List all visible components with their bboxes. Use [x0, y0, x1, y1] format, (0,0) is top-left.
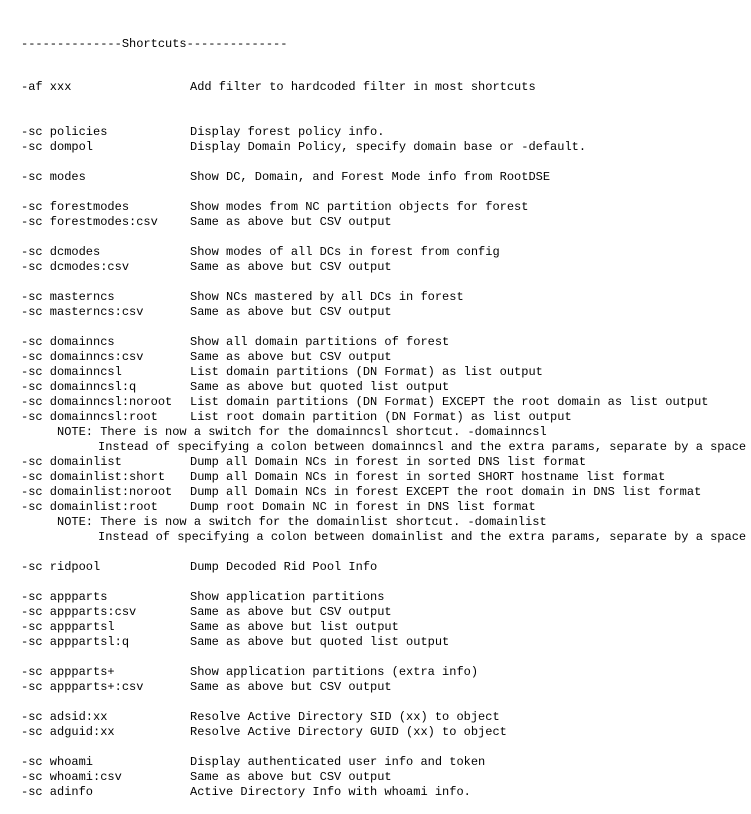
shortcut-command: -sc domainncsl [21, 365, 122, 379]
shortcut-description: Display authenticated user info and token [190, 755, 486, 769]
shortcut-command: -sc domainncsl:q [21, 380, 137, 394]
shortcut-command: -sc domainlist:short [21, 470, 166, 484]
shortcut-description: Same as above but CSV output [190, 260, 392, 274]
shortcut-row [21, 620, 751, 635]
shortcut-command: -sc ridpool [21, 560, 101, 574]
shortcut-row [21, 770, 751, 785]
shortcut-row [21, 380, 751, 395]
note-text: Instead of specifying a colon between domainlist and the extra params, separate by a space [98, 530, 747, 544]
shortcut-command: -sc modes [21, 170, 86, 184]
shortcut-command: -sc domainncs [21, 335, 115, 349]
shortcut-description: Show DC, Domain, and Forest Mode info from RootDSE [190, 170, 551, 184]
shortcut-description: List domain partitions (DN Format) as list output [190, 365, 543, 379]
note-text: NOTE: There is now a switch for the domainlist shortcut. -domainlist [57, 515, 547, 529]
shortcut-command: -sc domainncsl:noroot [21, 395, 173, 409]
shortcut-description: Active Directory Info with whoami info. [190, 785, 471, 799]
shortcut-command: -sc appparts:csv [21, 605, 137, 619]
shortcut-command: -sc apppartsl:q [21, 635, 130, 649]
shortcut-command: -sc forestmodes:csv [21, 215, 158, 229]
blank-line [21, 110, 751, 125]
shortcut-description: Same as above but CSV output [190, 350, 392, 364]
shortcut-row [21, 710, 751, 725]
blank-line [21, 230, 751, 245]
shortcut-command: -sc adinfo [21, 785, 94, 799]
shortcut-row [21, 215, 751, 230]
shortcut-row [21, 245, 751, 260]
shortcut-command: -sc whoami:csv [21, 770, 122, 784]
shortcut-description: Same as above but quoted list output [190, 635, 450, 649]
shortcut-description: Same as above but CSV output [190, 305, 392, 319]
shortcut-description: Same as above but CSV output [190, 605, 392, 619]
shortcut-list [21, 80, 751, 800]
shortcut-description: Add filter to hardcoded filter in most shortcuts [190, 80, 536, 94]
shortcut-command: -af xxx [21, 80, 72, 94]
shortcut-command: -sc masterncs:csv [21, 305, 144, 319]
shortcuts-document [21, 9, 751, 814]
shortcut-description: List root domain partition (DN Format) as list output [190, 410, 572, 424]
shortcut-command: -sc whoami [21, 755, 94, 769]
shortcut-row [21, 605, 751, 620]
shortcut-description: Same as above but CSV output [190, 770, 392, 784]
shortcut-command: -sc appparts [21, 590, 108, 604]
shortcut-row [21, 410, 751, 425]
shortcut-description: Show application partitions [190, 590, 385, 604]
shortcut-row [21, 260, 751, 275]
blank-line [21, 320, 751, 335]
note-text: Instead of specifying a colon between domainncsl and the extra params, separate by a space [98, 440, 747, 454]
shortcut-description: List domain partitions (DN Format) EXCEPT the root domain as list output [190, 395, 709, 409]
shortcut-row [21, 365, 751, 380]
shortcut-description: Display Domain Policy, specify domain base or -default. [190, 140, 587, 154]
shortcut-description: Dump root Domain NC in forest in DNS list format [190, 500, 536, 514]
shortcut-command: -sc appparts+ [21, 665, 115, 679]
shortcut-command: -sc domainlist:root [21, 500, 158, 514]
shortcut-description: Resolve Active Directory SID (xx) to object [190, 710, 500, 724]
blank-line [21, 695, 751, 710]
shortcut-row [21, 395, 751, 410]
shortcut-command: -sc domainncsl:root [21, 410, 158, 424]
shortcut-row [21, 680, 751, 695]
shortcut-description: Same as above but CSV output [190, 215, 392, 229]
shortcut-command: -sc masterncs [21, 290, 115, 304]
shortcut-command: -sc dcmodes [21, 245, 101, 259]
shortcut-row [21, 305, 751, 320]
shortcut-row [21, 785, 751, 800]
shortcut-description: Same as above but quoted list output [190, 380, 450, 394]
shortcut-command: -sc domainncs:csv [21, 350, 144, 364]
note-text: NOTE: There is now a switch for the domainncsl shortcut. -domainncsl [57, 425, 547, 439]
shortcut-row [21, 170, 751, 185]
shortcut-row [21, 755, 751, 770]
blank-line [21, 155, 751, 170]
shortcut-row [21, 725, 751, 740]
shortcut-row [21, 335, 751, 350]
shortcut-command: -sc apppartsl [21, 620, 115, 634]
shortcut-command: -sc forestmodes [21, 200, 130, 214]
shortcut-row [21, 455, 751, 470]
shortcut-command: -sc domainlist:noroot [21, 485, 173, 499]
shortcut-row [21, 200, 751, 215]
shortcut-row [21, 560, 751, 575]
shortcut-row [21, 80, 751, 95]
shortcut-description: Same as above but list output [190, 620, 399, 634]
shortcut-description: Show modes from NC partition objects for forest [190, 200, 529, 214]
shortcut-command: -sc dompol [21, 140, 94, 154]
section-header-text: --------------Shortcuts-------------- [21, 37, 288, 51]
note-continuation-line [21, 530, 751, 545]
shortcut-description: Show NCs mastered by all DCs in forest [190, 290, 464, 304]
shortcut-description: Resolve Active Directory GUID (xx) to object [190, 725, 507, 739]
shortcut-command: -sc dcmodes:csv [21, 260, 130, 274]
shortcut-command: -sc adguid:xx [21, 725, 115, 739]
shortcut-command: -sc adsid:xx [21, 710, 108, 724]
note-continuation-line [21, 440, 751, 455]
blank-line [21, 185, 751, 200]
blank-line [21, 575, 751, 590]
shortcut-row [21, 590, 751, 605]
shortcut-description: Show all domain partitions of forest [190, 335, 450, 349]
shortcut-row [21, 500, 751, 515]
shortcut-row [21, 125, 751, 140]
blank-line [21, 95, 751, 110]
blank-line [21, 275, 751, 290]
shortcut-command: -sc appparts+:csv [21, 680, 144, 694]
section-header [21, 37, 751, 52]
shortcut-description: Show modes of all DCs in forest from config [190, 245, 500, 259]
shortcut-description: Same as above but CSV output [190, 680, 392, 694]
shortcut-description: Display forest policy info. [190, 125, 385, 139]
blank-line [21, 740, 751, 755]
shortcut-row [21, 290, 751, 305]
shortcut-row [21, 635, 751, 650]
shortcut-row [21, 350, 751, 365]
shortcut-description: Dump Decoded Rid Pool Info [190, 560, 378, 574]
shortcut-row [21, 470, 751, 485]
shortcut-description: Dump all Domain NCs in forest in sorted SHORT hostname list format [190, 470, 666, 484]
shortcut-row [21, 485, 751, 500]
note-line [21, 515, 751, 530]
shortcut-command: -sc policies [21, 125, 108, 139]
shortcut-row [21, 140, 751, 155]
shortcut-command: -sc domainlist [21, 455, 122, 469]
shortcut-description: Dump all Domain NCs in forest in sorted DNS list format [190, 455, 587, 469]
shortcut-row [21, 665, 751, 680]
shortcut-description: Dump all Domain NCs in forest EXCEPT the root domain in DNS list format [190, 485, 702, 499]
shortcut-description: Show application partitions (extra info) [190, 665, 479, 679]
blank-line [21, 650, 751, 665]
note-line [21, 425, 751, 440]
blank-line [21, 545, 751, 560]
